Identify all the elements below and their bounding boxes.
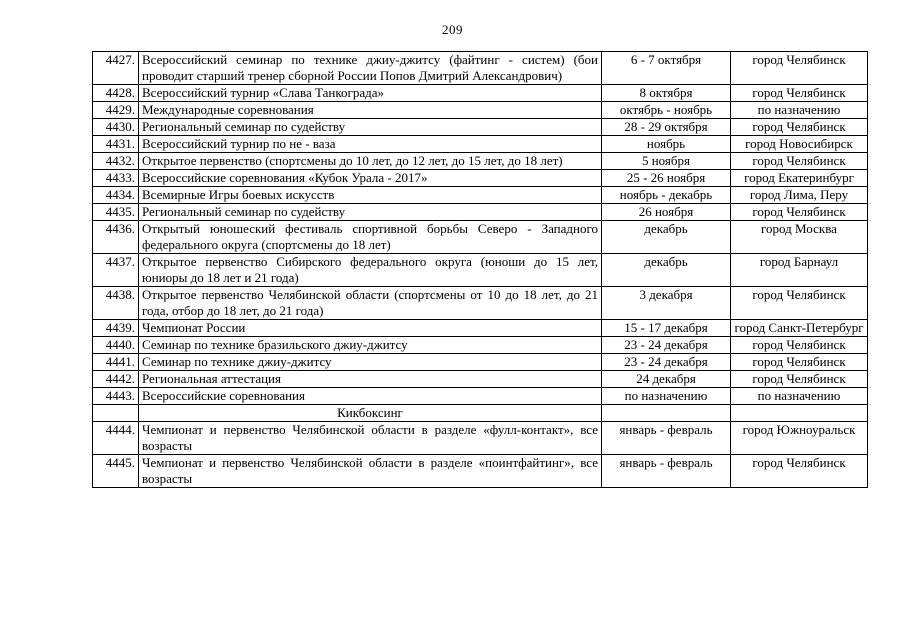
row-number: 4440. (93, 337, 139, 354)
event-name: Всероссийские соревнования «Кубок Урала - 2017» (139, 170, 602, 187)
row-number: 4437. (93, 254, 139, 287)
section-heading: Кикбоксинг (139, 405, 602, 422)
event-name: Чемпионат России (139, 320, 602, 337)
row-number: 4441. (93, 354, 139, 371)
event-name: Чемпионат и первенство Челябинской области в разделе «фулл-контакт», все возрасты (139, 422, 602, 455)
row-number: 4430. (93, 119, 139, 136)
table-row (93, 320, 868, 337)
row-number: 4439. (93, 320, 139, 337)
event-place: город Челябинск (731, 153, 868, 170)
row-number: 4433. (93, 170, 139, 187)
event-name: Открытое первенство (спортсмены до 10 лет, до 12 лет, до 15 лет, до 18 лет) (139, 153, 602, 170)
event-place: по назначению (731, 102, 868, 119)
event-place: город Челябинск (731, 354, 868, 371)
event-name: Семинар по технике бразильского джиу-джитсу (139, 337, 602, 354)
event-date-empty (602, 405, 731, 422)
event-date: 28 - 29 октября (602, 119, 731, 136)
table-row (93, 422, 868, 455)
table-row (93, 371, 868, 388)
event-place: город Москва (731, 221, 868, 254)
table-row (93, 287, 868, 320)
row-number: 4436. (93, 221, 139, 254)
event-place: город Барнаул (731, 254, 868, 287)
event-name: Открытое первенство Челябинской области (спортсмены от 10 до 18 лет, до 21 года, отбор до 18 лет, до 21 года) (139, 287, 602, 320)
event-place: город Челябинск (731, 204, 868, 221)
event-date: 6 - 7 октября (602, 52, 731, 85)
event-date: 23 - 24 декабря (602, 337, 731, 354)
row-number: 4429. (93, 102, 139, 119)
event-name: Региональный семинар по судейству (139, 119, 602, 136)
event-date: по назначению (602, 388, 731, 405)
row-number: 4438. (93, 287, 139, 320)
event-name: Открытый юношеский фестиваль спортивной борьбы Северо - Западного федерального округа (спортсмены до 18 лет) (139, 221, 602, 254)
table-row (93, 52, 868, 85)
row-number: 4443. (93, 388, 139, 405)
event-place: город Челябинск (731, 119, 868, 136)
event-date: 8 октября (602, 85, 731, 102)
event-name: Всероссийский турнир «Слава Танкограда» (139, 85, 602, 102)
table-row (93, 153, 868, 170)
row-number-empty (93, 405, 139, 422)
event-name: Чемпионат и первенство Челябинской области в разделе «поинтфайтинг», все возрасты (139, 455, 602, 488)
row-number: 4434. (93, 187, 139, 204)
event-place: город Лима, Перу (731, 187, 868, 204)
table-row (93, 102, 868, 119)
event-date: ноябрь - декабрь (602, 187, 731, 204)
event-place: город Санкт-Петербург (731, 320, 868, 337)
event-date: декабрь (602, 254, 731, 287)
event-place: город Екатеринбург (731, 170, 868, 187)
event-place: город Челябинск (731, 287, 868, 320)
event-name: Всероссийский семинар по технике джиу-джитсу (файтинг - систем) (бои проводит старший тренер сборной России Попов Дмитрий Александрович) (139, 52, 602, 85)
event-place-empty (731, 405, 868, 422)
event-name: Всероссийский турнир по не - ваза (139, 136, 602, 153)
row-number: 4442. (93, 371, 139, 388)
event-name: Семинар по технике джиу-джитсу (139, 354, 602, 371)
row-number: 4445. (93, 455, 139, 488)
event-name: Региональная аттестация (139, 371, 602, 388)
event-date: ноябрь (602, 136, 731, 153)
table-row (93, 221, 868, 254)
table-row (93, 388, 868, 405)
event-date: 15 - 17 декабря (602, 320, 731, 337)
event-date: 23 - 24 декабря (602, 354, 731, 371)
event-place: город Новосибирск (731, 136, 868, 153)
event-date: 5 ноября (602, 153, 731, 170)
section-row (93, 405, 868, 422)
row-number: 4435. (93, 204, 139, 221)
table-row (93, 187, 868, 204)
event-date: 25 - 26 ноября (602, 170, 731, 187)
event-date: январь - февраль (602, 455, 731, 488)
table-row (93, 455, 868, 488)
table-row (93, 170, 868, 187)
event-date: декабрь (602, 221, 731, 254)
event-date: 24 декабря (602, 371, 731, 388)
table-row (93, 119, 868, 136)
event-place: город Челябинск (731, 371, 868, 388)
row-number: 4444. (93, 422, 139, 455)
event-name: Всероссийские соревнования (139, 388, 602, 405)
row-number: 4431. (93, 136, 139, 153)
events-table (92, 51, 868, 488)
table-row (93, 136, 868, 153)
event-place: по назначению (731, 388, 868, 405)
table-row (93, 337, 868, 354)
event-name: Открытое первенство Сибирского федерального округа (юноши до 15 лет, юниоры до 18 лет и 21 года) (139, 254, 602, 287)
event-name: Международные соревнования (139, 102, 602, 119)
table-row (93, 354, 868, 371)
event-date: октябрь - ноябрь (602, 102, 731, 119)
event-name: Всемирные Игры боевых искусств (139, 187, 602, 204)
row-number: 4427. (93, 52, 139, 85)
table-row (93, 254, 868, 287)
table-row (93, 204, 868, 221)
event-date: 26 ноября (602, 204, 731, 221)
event-place: город Челябинск (731, 455, 868, 488)
event-place: город Челябинск (731, 52, 868, 85)
event-date: 3 декабря (602, 287, 731, 320)
table-row (93, 85, 868, 102)
page-number: 209 (442, 22, 463, 37)
row-number: 4428. (93, 85, 139, 102)
event-name: Региональный семинар по судейству (139, 204, 602, 221)
event-place: город Челябинск (731, 337, 868, 354)
row-number: 4432. (93, 153, 139, 170)
event-date: январь - февраль (602, 422, 731, 455)
event-place: город Южноуральск (731, 422, 868, 455)
event-place: город Челябинск (731, 85, 868, 102)
